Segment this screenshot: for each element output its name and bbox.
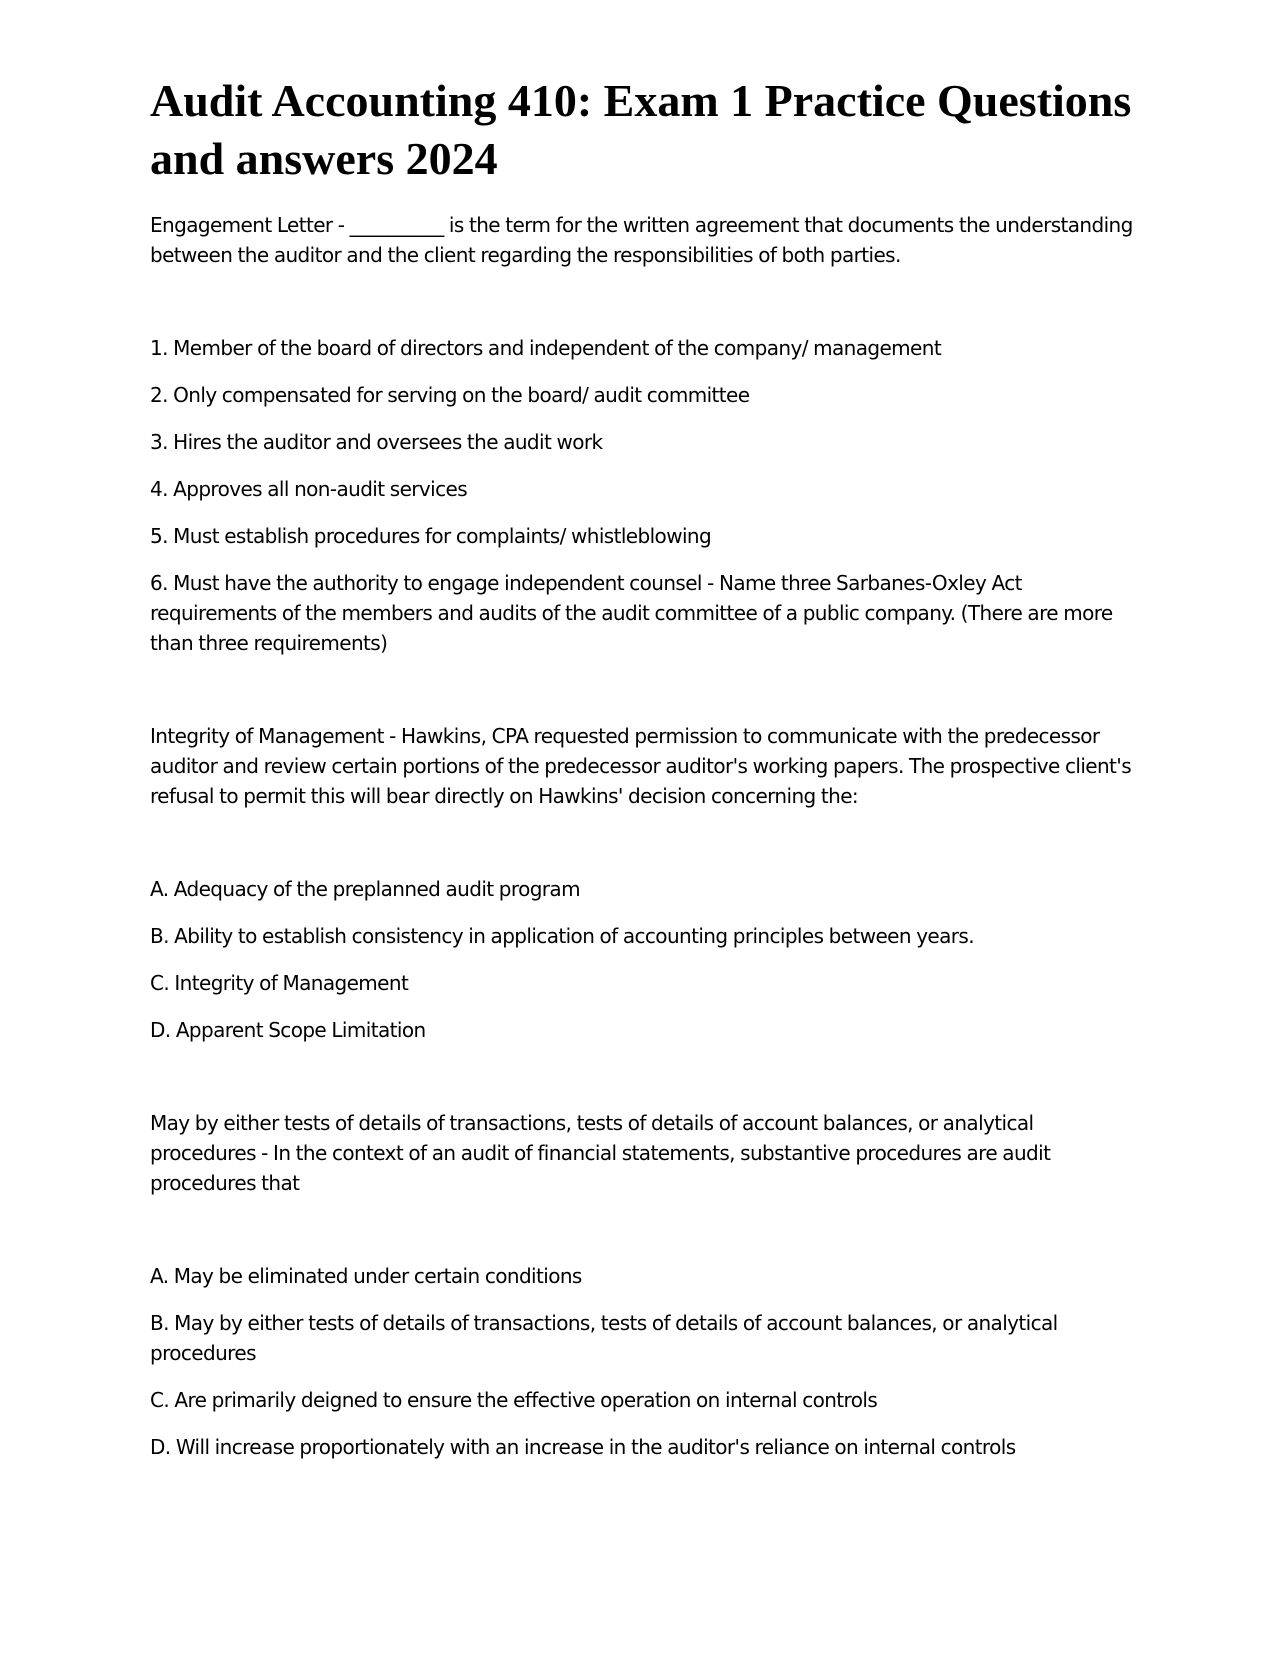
list-item: 4. Approves all non-audit services bbox=[150, 477, 468, 501]
substantive-procedures-question: May by either tests of details of transactions, tests of details of account balances, or analytical procedures - In the context of an audit of financial statements, substantive procedures are audit procedures that bbox=[150, 1111, 1051, 1195]
list-item: 3. Hires the auditor and oversees the audit work bbox=[150, 430, 603, 454]
answer-option: A. May be eliminated under certain conditions bbox=[150, 1264, 582, 1288]
document-title: Audit Accounting 410: Exam 1 Practice Questions and answers 2024 bbox=[150, 75, 1132, 184]
answer-option: C. Integrity of Management bbox=[150, 971, 409, 995]
list-item: 5. Must establish procedures for complaints/ whistleblowing bbox=[150, 524, 712, 548]
answer-option: C. Are primarily deigned to ensure the effective operation on internal controls bbox=[150, 1388, 878, 1412]
answer-option: B. Ability to establish consistency in application of accounting principles between years. bbox=[150, 924, 974, 948]
list-item: 2. Only compensated for serving on the board/ audit committee bbox=[150, 383, 750, 407]
list-item: 6. Must have the authority to engage independent counsel - Name three Sarbanes-Oxley Act requirements of the members and audits of the audit committee of a public company. (There are more than three requirements) bbox=[150, 571, 1113, 655]
sox-requirements-list bbox=[150, 333, 1140, 658]
answer-option: B. May by either tests of details of transactions, tests of details of account balances, or analytical procedures bbox=[150, 1311, 1058, 1365]
integrity-question: Integrity of Management - Hawkins, CPA requested permission to communicate with the predecessor auditor and review certain portions of the predecessor auditor's working papers. The prospective client's refusal to permit this will bear directly on Hawkins' decision concerning the: bbox=[150, 724, 1132, 808]
answer-option: D. Will increase proportionately with an increase in the auditor's reliance on internal controls bbox=[150, 1435, 1016, 1459]
list-item: 1. Member of the board of directors and independent of the company/ management bbox=[150, 336, 942, 360]
document-page bbox=[150, 72, 1140, 1462]
engagement-letter-question: Engagement Letter - __________ is the term for the written agreement that documents the understanding between the auditor and the client regarding the responsibilities of both parties. bbox=[150, 213, 1133, 267]
substantive-options bbox=[150, 1261, 1140, 1462]
answer-option: D. Apparent Scope Limitation bbox=[150, 1018, 426, 1042]
integrity-options bbox=[150, 874, 1140, 1045]
answer-option: A. Adequacy of the preplanned audit program bbox=[150, 877, 580, 901]
